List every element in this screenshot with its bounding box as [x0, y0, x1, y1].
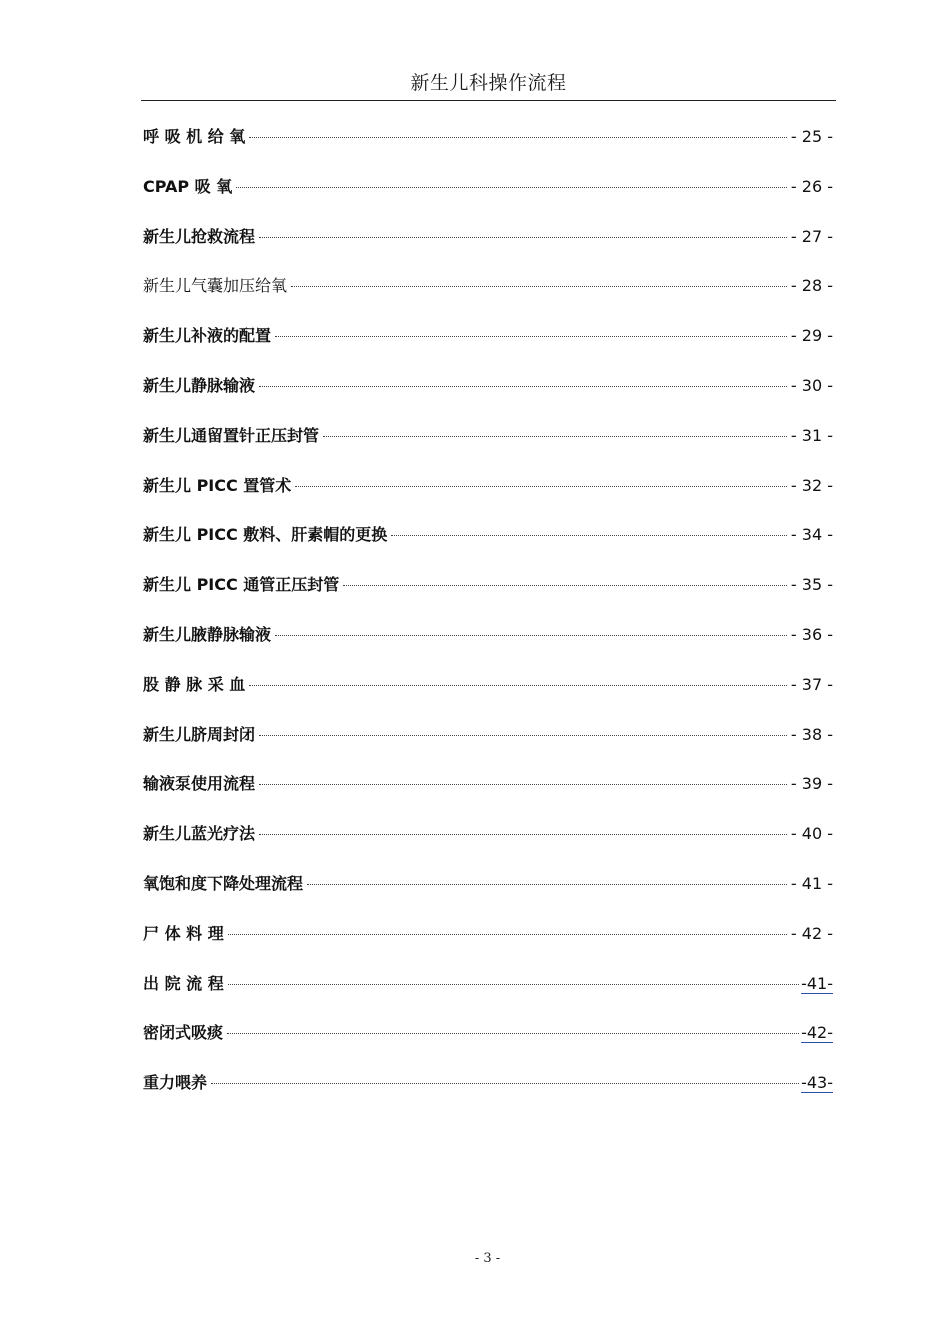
dot-leader — [259, 735, 787, 736]
toc-entry-title: 新生儿脐周封闭 — [143, 724, 256, 744]
dot-leader — [227, 1033, 799, 1034]
toc-entry[interactable] — [143, 921, 833, 971]
toc-entry-page: -41- — [801, 973, 833, 993]
toc-entry-page: - 37 - — [790, 674, 833, 694]
header-divider — [141, 100, 836, 101]
toc-entry-page: - 30 - — [790, 375, 833, 395]
dot-leader — [228, 984, 799, 985]
table-of-contents — [143, 124, 833, 1120]
dot-leader — [291, 286, 787, 287]
toc-entry-page: - 42 - — [790, 923, 833, 943]
toc-entry-page: -42- — [801, 1023, 833, 1043]
toc-entry[interactable] — [143, 174, 833, 224]
toc-entry-page: - 29 - — [790, 326, 833, 346]
toc-entry-page: - 36 - — [790, 624, 833, 644]
toc-entry-page: - 34 - — [790, 525, 833, 545]
toc-entry[interactable] — [143, 124, 833, 174]
dot-leader — [343, 585, 787, 586]
toc-entry[interactable] — [143, 871, 833, 921]
toc-entry[interactable] — [143, 1070, 833, 1120]
dot-leader — [275, 635, 787, 636]
toc-entry-title: 新生儿静脉输液 — [143, 375, 256, 395]
dot-leader — [249, 137, 787, 138]
toc-entry[interactable] — [143, 821, 833, 871]
toc-entry[interactable] — [143, 1020, 833, 1070]
toc-entry-title: 出 院 流 程 — [143, 973, 224, 993]
toc-entry[interactable] — [143, 323, 833, 373]
toc-entry-title: 新生儿抢救流程 — [143, 226, 256, 246]
toc-entry-title: 氧饱和度下降处理流程 — [143, 873, 304, 893]
toc-entry-title: 密闭式吸痰 — [143, 1023, 224, 1043]
toc-entry[interactable] — [143, 771, 833, 821]
toc-entry[interactable] — [143, 672, 833, 722]
toc-entry[interactable] — [143, 522, 833, 572]
toc-entry[interactable] — [143, 224, 833, 274]
toc-entry[interactable] — [143, 572, 833, 622]
dot-leader — [295, 486, 787, 487]
toc-entry[interactable] — [143, 971, 833, 1021]
page-header-title: 新生儿科操作流程 — [410, 72, 567, 94]
dot-leader — [391, 535, 787, 536]
dot-leader — [249, 685, 787, 686]
toc-entry-page: - 31 - — [790, 425, 833, 445]
toc-entry-title: 新生儿 PICC 置管术 — [143, 475, 292, 495]
dot-leader — [259, 784, 787, 785]
toc-entry-page: - 26 - — [790, 176, 833, 196]
toc-entry-page: - 32 - — [790, 475, 833, 495]
toc-entry-title: 新生儿 PICC 通管正压封管 — [143, 575, 340, 595]
toc-entry-page: - 41 - — [790, 873, 833, 893]
toc-entry[interactable] — [143, 722, 833, 772]
toc-entry-title: 新生儿补液的配置 — [143, 326, 272, 346]
toc-entry[interactable] — [143, 273, 833, 323]
toc-entry-page: - 39 - — [790, 774, 833, 794]
toc-entry-title: 新生儿蓝光疗法 — [143, 824, 256, 844]
toc-entry-title: 输液泵使用流程 — [143, 774, 256, 794]
dot-leader — [236, 187, 787, 188]
toc-entry[interactable] — [143, 622, 833, 672]
toc-entry-page: - 40 - — [790, 824, 833, 844]
toc-entry-page: - 27 - — [790, 226, 833, 246]
toc-entry-title: 新生儿 PICC 敷料、肝素帽的更换 — [143, 525, 388, 545]
toc-entry-title: 新生儿腋静脉输液 — [143, 624, 272, 644]
toc-entry-page: - 28 - — [790, 276, 833, 296]
toc-entry-title: 尸 体 料 理 — [143, 923, 224, 943]
toc-entry-page: - 38 - — [790, 724, 833, 744]
dot-leader — [259, 237, 787, 238]
dot-leader — [211, 1083, 799, 1084]
toc-entry[interactable] — [143, 473, 833, 523]
toc-entry-page: - 25 - — [790, 127, 833, 146]
toc-entry-title: 股 静 脉 采 血 — [143, 674, 246, 694]
dot-leader — [323, 436, 787, 437]
toc-entry-title: 新生儿气囊加压给氧 — [143, 276, 288, 296]
toc-entry-page: -43- — [801, 1073, 833, 1093]
toc-entry-title: 新生儿通留置针正压封管 — [143, 425, 320, 445]
toc-entry-title: CPAP 吸 氧 — [143, 176, 233, 196]
toc-entry[interactable] — [143, 423, 833, 473]
dot-leader — [275, 336, 787, 337]
dot-leader — [307, 884, 787, 885]
dot-leader — [259, 386, 787, 387]
footer-page-number: - 3 - — [474, 1251, 501, 1266]
toc-entry-page: - 35 - — [790, 575, 833, 595]
dot-leader — [259, 834, 787, 835]
toc-entry-title: 重力喂养 — [143, 1073, 208, 1093]
toc-entry-title: 呼 吸 机 给 氧 — [143, 127, 246, 146]
toc-entry[interactable] — [143, 373, 833, 423]
dot-leader — [228, 934, 787, 935]
